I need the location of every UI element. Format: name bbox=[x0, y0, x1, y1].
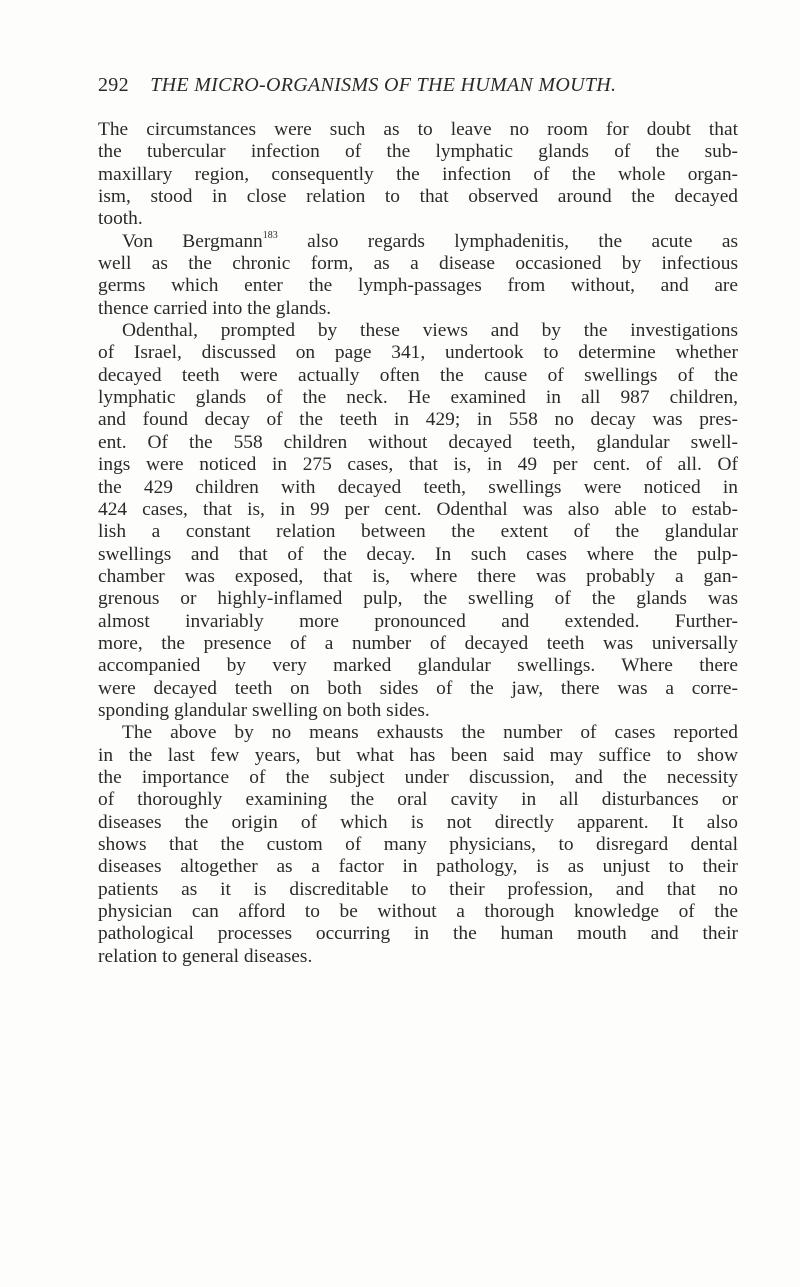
text-line: Odenthal, prompted by these views and by the investigations bbox=[122, 320, 738, 342]
text-line: ent. Of the 558 children without decayed teeth, glandular swell- bbox=[98, 431, 738, 453]
text-line: The above by no means exhausts the number of cases reported bbox=[122, 722, 738, 744]
text-line: ism, stood in close relation to that observed around the decayed bbox=[98, 186, 738, 208]
text-line: 424 cases, that is, in 99 per cent. Odenthal was also able to estab- bbox=[98, 498, 738, 520]
footnote-reference: 183 bbox=[262, 229, 278, 241]
text-line: ings were noticed in 275 cases, that is, in 49 per cent. of all. Of bbox=[98, 454, 738, 476]
citation-line-text: also regards lymphadenitis, the acute as bbox=[307, 230, 738, 252]
text-line: and found decay of the teeth in 429; in 558 no decay was pres- bbox=[98, 409, 738, 431]
page-header bbox=[98, 74, 738, 104]
text-line: the importance of the subject under discussion, and the necessity bbox=[98, 766, 738, 788]
text-line: the tubercular infection of the lymphatic glands of the sub- bbox=[98, 141, 738, 163]
text-line: lish a constant relation between the extent of the glandular bbox=[98, 521, 738, 543]
text-line: well as the chronic form, as a disease occasioned by infectious bbox=[98, 253, 738, 275]
text-line: lymphatic glands of the neck. He examined in all 987 children, bbox=[98, 387, 738, 409]
text-line: The circumstances were such as to leave no room for doubt that bbox=[98, 119, 738, 140]
text-line: tooth. bbox=[98, 208, 143, 230]
text-line: physician can afford to be without a thorough knowledge of the bbox=[98, 901, 738, 923]
citation-author: Von Bergmann bbox=[122, 230, 263, 252]
text-line: swellings and that of the decay. In such cases where the pulp- bbox=[98, 543, 738, 565]
text-line: the 429 children with decayed teeth, swellings were noticed in bbox=[98, 476, 738, 498]
text-line: almost invariably more pronounced and extended. Further- bbox=[98, 610, 738, 632]
text-line: germs which enter the lymph-passages from without, and are bbox=[98, 275, 738, 297]
text-line: sponding glandular swelling on both sides. bbox=[98, 699, 430, 721]
running-head: THE MICRO-ORGANISMS OF THE HUMAN MOUTH. bbox=[150, 74, 617, 96]
page-number: 292 bbox=[98, 74, 129, 96]
text-line: thence carried into the glands. bbox=[98, 297, 332, 319]
text-line: grenous or highly-inflamed pulp, the swelling of the glands was bbox=[98, 588, 738, 610]
text-line: maxillary region, consequently the infection of the whole organ- bbox=[98, 163, 738, 185]
text-line: pathological processes occurring in the human mouth and their bbox=[98, 923, 738, 945]
text-line: of Israel, discussed on page 341, undertook to determine whether bbox=[98, 342, 738, 364]
text-line: more, the presence of a number of decayed teeth was universally bbox=[98, 632, 738, 654]
body-text bbox=[98, 119, 738, 968]
text-line: shows that the custom of many physicians, to disregard dental bbox=[98, 834, 738, 855]
text-line: of thoroughly examining the oral cavity in all disturbances or bbox=[98, 789, 738, 811]
text-line: chamber was exposed, that is, where there was probably a gan- bbox=[98, 565, 738, 587]
text-line: diseases the origin of which is not directly apparent. It also bbox=[98, 811, 738, 833]
text-line: were decayed teeth on both sides of the jaw, there was a corre- bbox=[98, 677, 738, 699]
text-line: accompanied by very marked glandular swellings. Where there bbox=[98, 655, 738, 677]
text-line: patients as it is discreditable to their profession, and that no bbox=[98, 878, 738, 900]
text-line-citation bbox=[98, 231, 738, 253]
text-line: decayed teeth were actually often the cause of swellings of the bbox=[98, 364, 738, 386]
text-line: relation to general diseases. bbox=[98, 945, 313, 967]
text-line: diseases altogether as a factor in pathology, is as unjust to their bbox=[98, 856, 738, 878]
text-line: in the last few years, but what has been said may suffice to show bbox=[98, 744, 738, 766]
